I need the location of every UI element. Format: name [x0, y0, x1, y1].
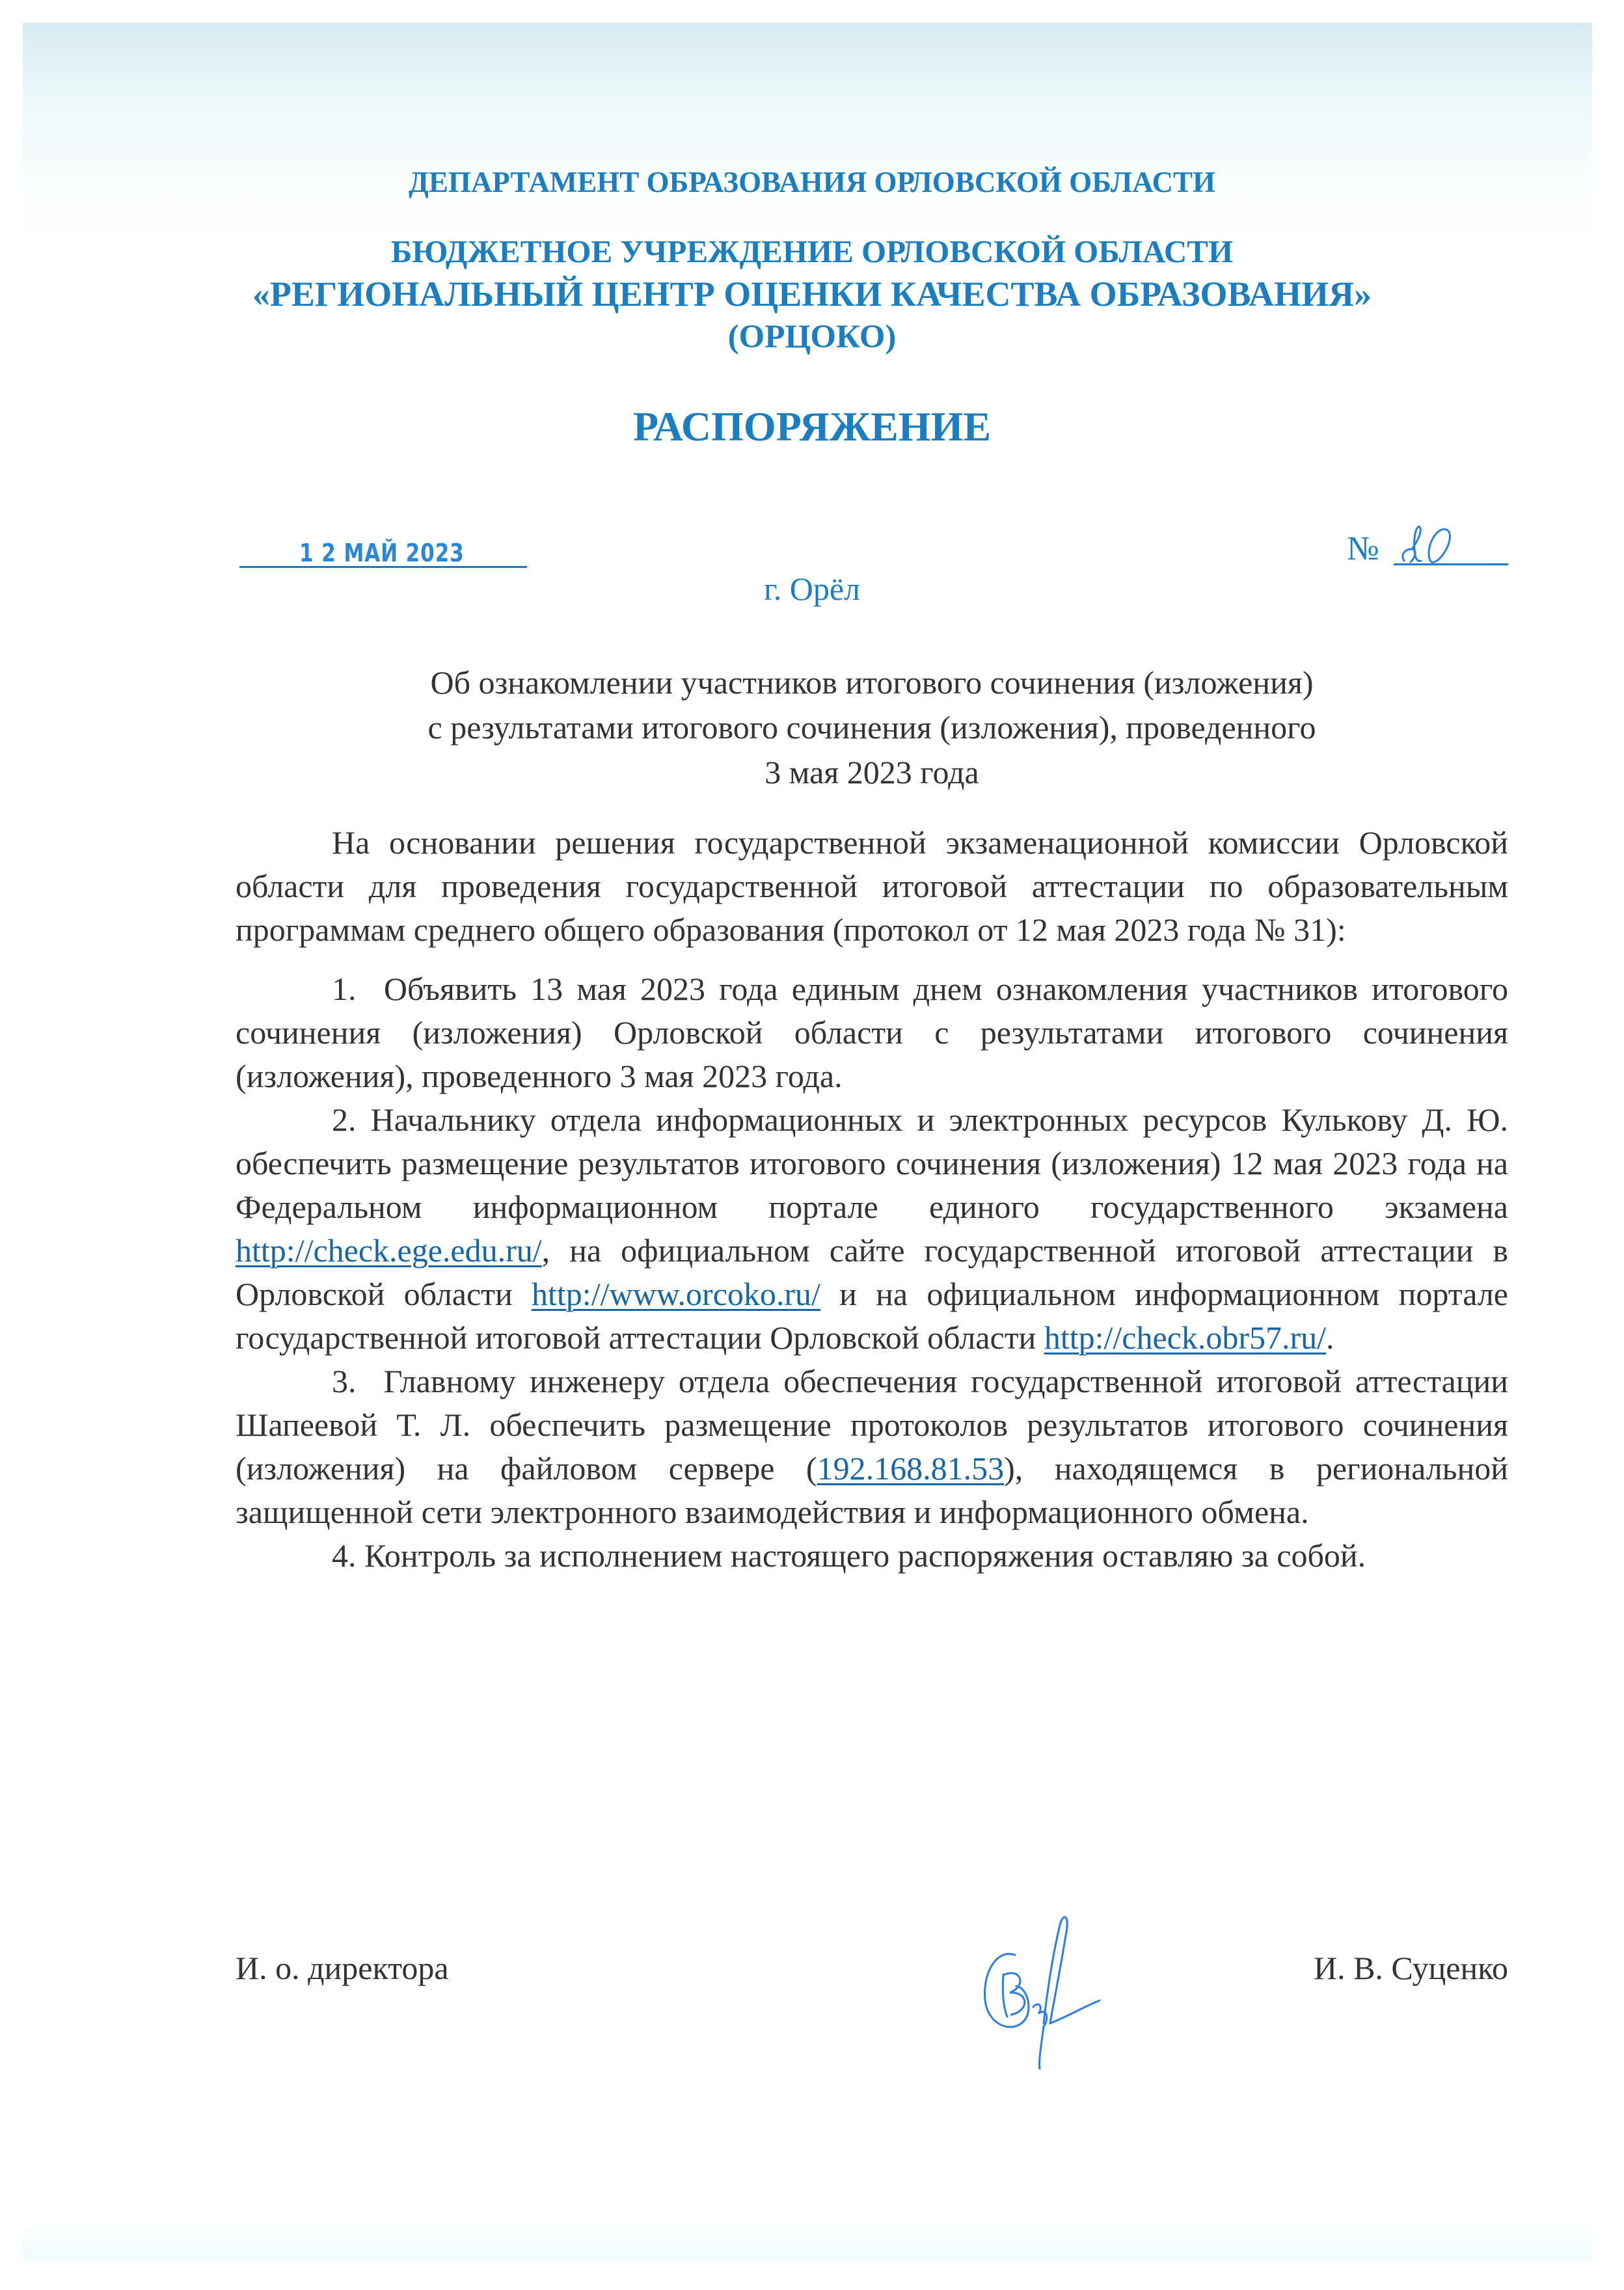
number-underline	[1394, 563, 1508, 565]
title-line-3: 3 мая 2023 года	[765, 754, 979, 790]
title-line-1: Об ознакомлении участников итогового сочинения (изложения)	[430, 664, 1314, 701]
document-body	[236, 821, 1508, 1578]
link-file-server[interactable]: 192.168.81.53	[817, 1450, 1005, 1487]
item-4-number: 4.	[332, 1537, 357, 1574]
preamble-paragraph: На основании решения государственной экзаменационной комиссии Орловской области для проведения государственной итоговой аттестации по образовательным программам среднего общего образования (протокол от 12 мая 2023 года № 31):	[236, 824, 1508, 948]
signatory-name: И. В. Суценко	[1313, 1950, 1508, 1986]
link-check-obr57[interactable]: http://check.obr57.ru/	[1044, 1319, 1327, 1356]
document-title	[236, 660, 1508, 795]
item-2-text-b: , на официальном сайте государственной итоговой аттестации в Орловской области	[236, 1232, 1508, 1312]
handwritten-digit-0	[1429, 530, 1450, 563]
item-2	[236, 1098, 1508, 1360]
handwritten-digit-2	[1403, 526, 1421, 562]
document-type: РАСПОРЯЖЕНИЕ	[632, 403, 992, 450]
item-2-text-c: и на официальном информационном портале государственной итоговой аттестации Орловской области	[236, 1276, 1508, 1356]
item-4-text: Контроль за исполнением настоящего распоряжения оставляю за собой.	[364, 1537, 1366, 1574]
department-name: ДЕПАРТАМЕНТ ОБРАЗОВАНИЯ ОРЛОВСКОЙ ОБЛАСТИ	[408, 166, 1216, 198]
number-sign: №	[1347, 530, 1379, 567]
item-4	[236, 1534, 1508, 1578]
item-3-number: 3.	[332, 1363, 357, 1399]
item-1-number: 1.	[332, 971, 357, 1007]
item-2-number: 2.	[332, 1101, 357, 1138]
link-check-ege[interactable]: http://check.ege.edu.ru/	[236, 1232, 542, 1269]
handwritten-number	[1399, 524, 1457, 566]
institution-line-1: БЮДЖЕТНОЕ УЧРЕЖДЕНИЕ ОРЛОВСКОЙ ОБЛАСТИ	[390, 234, 1234, 269]
signatory-position: И. о. директора	[236, 1950, 449, 1986]
link-orcoko[interactable]: http://www.orcoko.ru/	[532, 1276, 820, 1312]
institution-line-2: «РЕГИОНАЛЬНЫЙ ЦЕНТР ОЦЕНКИ КАЧЕСТВА ОБРАЗОВАНИЯ»	[252, 275, 1372, 314]
city: г. Орёл	[763, 571, 861, 607]
institution-abbreviation: (ОРЦОКО)	[727, 319, 897, 355]
item-1-text: Объявить 13 мая 2023 года единым днем ознакомления участников итогового сочинения (изложения) Орловской области с результатами итогового сочинения (изложения), проведенного 3 мая 2023 года.	[236, 971, 1509, 1094]
item-3	[236, 1360, 1508, 1534]
item-2-text-d: .	[1326, 1319, 1334, 1356]
date-stamp	[239, 537, 527, 568]
title-line-2: с результатами итогового сочинения (изложения), проведенного	[427, 709, 1316, 746]
item-3-text-b: ), находящемся в региональной защищенной сети электронного взаимодействия и информационного обмена.	[236, 1450, 1508, 1530]
signature-row	[236, 1939, 1508, 2004]
handwritten-signature	[976, 1909, 1106, 2072]
signature-stroke-b	[1003, 1973, 1025, 2017]
item-2-text-a: Начальнику отдела информационных и электронных ресурсов Кулькову Д. Ю. обеспечить размещение результатов итогового сочинения (изложения) 12 мая 2023 года на Федеральном информационном портале единого государственного экзамена	[236, 1101, 1508, 1225]
item-3-text-a: Главному инженеру отдела обеспечения государственной итоговой аттестации Шапеевой Т. Л. обеспечить размещение протоколов результатов итогового сочинения (изложения) на файловом сервере (	[236, 1363, 1508, 1487]
signature-stroke-tail	[1033, 1917, 1100, 2069]
date-stamp-text: 1 2 МАЙ 2023	[299, 539, 465, 567]
item-1	[236, 967, 1508, 1098]
